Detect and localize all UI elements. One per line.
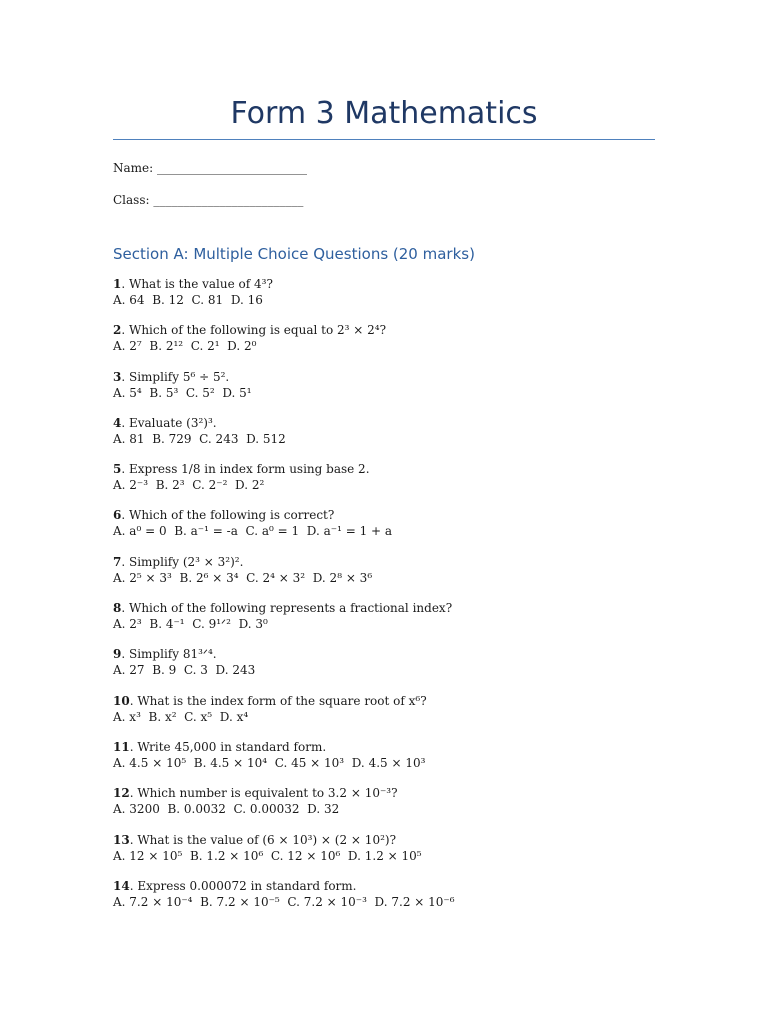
question-text: . Write 45,000 in standard form. bbox=[129, 739, 327, 754]
question-text: . Express 1/8 in index form using base 2. bbox=[121, 462, 370, 477]
question-item bbox=[113, 322, 673, 368]
question-options: A. 81 B. 729 C. 243 D. 512 bbox=[113, 431, 286, 446]
question-options: A. 12 × 10⁵ B. 1.2 × 10⁶ C. 12 × 10⁶ D. 1.2 × 10⁵ bbox=[113, 848, 422, 863]
question-item bbox=[113, 507, 673, 553]
name-field: Name: _________________________ bbox=[113, 161, 307, 175]
question-text: . Simplify 81³ᐟ⁴. bbox=[121, 647, 217, 662]
question-line bbox=[113, 507, 673, 523]
question-line bbox=[113, 693, 673, 709]
question-text: . Which number is equivalent to 3.2 × 10⁻³? bbox=[129, 786, 398, 801]
question-options: A. 4.5 × 10⁵ B. 4.5 × 10⁴ C. 45 × 10³ D. 4.5 × 10³ bbox=[113, 755, 426, 770]
question-list bbox=[113, 276, 673, 924]
question-options: A. 27 B. 9 C. 3 D. 243 bbox=[113, 663, 256, 678]
question-item bbox=[113, 646, 673, 692]
question-number: 1 bbox=[113, 277, 122, 291]
question-item bbox=[113, 554, 673, 600]
question-text: . Which of the following is equal to 2³ × 2⁴? bbox=[121, 323, 386, 338]
question-options: A. 5⁴ B. 5³ C. 5² D. 5¹ bbox=[113, 385, 252, 400]
question-number: 3 bbox=[113, 369, 122, 384]
page-title: Form 3 Mathematics bbox=[230, 96, 538, 131]
question-line bbox=[113, 276, 673, 292]
section-a-heading: Section A: Multiple Choice Questions (20 marks) bbox=[113, 245, 475, 263]
question-number: 11 bbox=[113, 739, 130, 754]
question-number: 13 bbox=[113, 832, 130, 847]
question-line bbox=[113, 785, 673, 801]
class-field: Class: _________________________ bbox=[113, 193, 304, 207]
question-line bbox=[113, 415, 673, 431]
question-text: . Evaluate (3²)³. bbox=[121, 415, 217, 430]
question-line bbox=[113, 878, 673, 894]
question-options: A. 2⁵ × 3³ B. 2⁶ × 3⁴ C. 2⁴ × 3² D. 2⁸ × 3⁶ bbox=[113, 570, 373, 585]
question-options: A. 3200 B. 0.0032 C. 0.00032 D. 32 bbox=[113, 802, 340, 817]
question-item bbox=[113, 461, 673, 507]
question-text: . What is the value of 4³? bbox=[121, 277, 273, 291]
question-text: . Simplify 5⁶ ÷ 5². bbox=[121, 369, 230, 384]
question-number: 4 bbox=[113, 415, 122, 430]
question-number: 9 bbox=[113, 647, 122, 662]
question-options: A. 2⁷ B. 2¹² C. 2¹ D. 2⁰ bbox=[113, 339, 257, 354]
question-number: 8 bbox=[113, 601, 122, 616]
question-item bbox=[113, 785, 673, 831]
question-line bbox=[113, 600, 673, 616]
question-text: . Which of the following represents a fractional index? bbox=[121, 601, 453, 616]
question-text: . What is the value of (6 × 10³) × (2 × 10²)? bbox=[129, 832, 396, 847]
question-line bbox=[113, 832, 673, 848]
question-number: 2 bbox=[113, 323, 122, 338]
question-number: 5 bbox=[113, 462, 122, 477]
question-item bbox=[113, 276, 673, 322]
question-number: 7 bbox=[113, 554, 122, 569]
question-text: . What is the index form of the square root of x⁶? bbox=[129, 693, 427, 708]
question-options: A. 2³ B. 4⁻¹ C. 9¹ᐟ² D. 3⁰ bbox=[113, 617, 268, 632]
question-line bbox=[113, 461, 673, 477]
question-line bbox=[113, 369, 673, 385]
question-item bbox=[113, 832, 673, 878]
question-number: 14 bbox=[113, 878, 130, 893]
question-item bbox=[113, 693, 673, 739]
question-number: 10 bbox=[113, 693, 130, 708]
question-line bbox=[113, 554, 673, 570]
question-text: . Express 0.000072 in standard form. bbox=[129, 878, 357, 893]
question-item bbox=[113, 739, 673, 785]
question-options: A. 2⁻³ B. 2³ C. 2⁻² D. 2² bbox=[113, 478, 265, 493]
question-item bbox=[113, 415, 673, 461]
question-line bbox=[113, 322, 673, 338]
question-line bbox=[113, 739, 673, 755]
title-divider bbox=[113, 139, 655, 140]
question-text: . Simplify (2³ × 3²)². bbox=[121, 554, 244, 569]
question-options: A. 64 B. 12 C. 81 D. 16 bbox=[113, 293, 263, 307]
question-item bbox=[113, 369, 673, 415]
question-line bbox=[113, 646, 673, 662]
question-item bbox=[113, 600, 673, 646]
question-options: A. a⁰ = 0 B. a⁻¹ = -a C. a⁰ = 1 D. a⁻¹ = 1 + a bbox=[113, 524, 393, 539]
question-number: 6 bbox=[113, 508, 122, 523]
question-options: A. 7.2 × 10⁻⁴ B. 7.2 × 10⁻⁵ C. 7.2 × 10⁻³ D. 7.2 × 10⁻⁶ bbox=[113, 894, 455, 909]
question-options: A. x³ B. x² C. x⁵ D. x⁴ bbox=[113, 709, 249, 724]
question-item bbox=[113, 878, 673, 924]
question-number: 12 bbox=[113, 786, 130, 801]
question-text: . Which of the following is correct? bbox=[121, 508, 335, 523]
